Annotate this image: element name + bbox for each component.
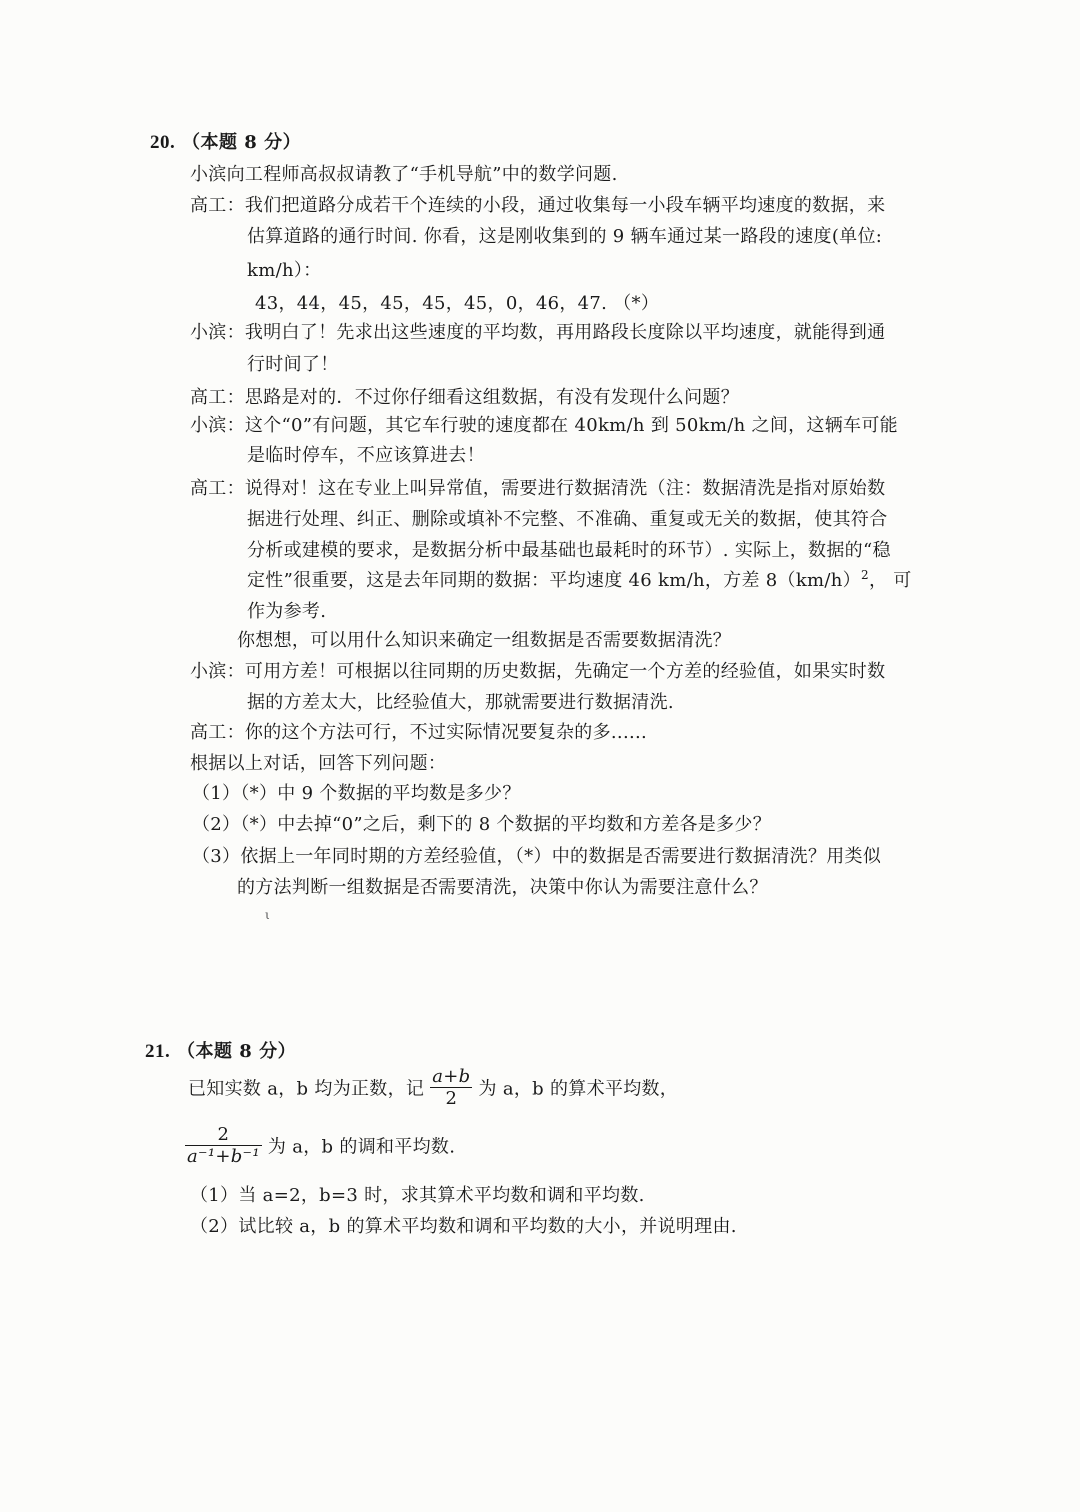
q20-line: 是临时停车，不应该算进去！	[247, 445, 485, 466]
q20-line: 高工：说得对！这在专业上叫异常值，需要进行数据清洗（注：数据清洗是指对原始数	[190, 478, 886, 499]
q21-intro-before: 已知实数 a，b 均为正数，记	[188, 1078, 425, 1100]
harmonic-mean-fraction	[185, 1124, 262, 1167]
q20-line: 分析或建模的要求，是数据分析中最基础也最耗时的环节）. 实际上，数据的“稳	[247, 540, 891, 561]
q20-line: 小滨：这个“0”有问题，其它车行驶的速度都在 40km/h 到 50km/h 之间，这辆车可能	[190, 415, 898, 436]
speed-data: 43，44，45，45，45，45，0，46，47. （*）	[255, 293, 660, 314]
q20-line: 据进行处理、纠正、删除或填补不完整、不准确、重复或无关的数据，使其符合	[247, 509, 888, 530]
q20-subquestion-1: （1）（*）中 9 个数据的平均数是多少？	[192, 783, 521, 804]
q21-subquestion-2: （2）试比较 a，b 的算术平均数和调和平均数的大小，并说明理由.	[190, 1216, 737, 1237]
q20-line: 估算道路的通行时间. 你看，这是刚收集到的 9 辆车通过某一路段的速度(单位:	[247, 226, 883, 247]
fraction-denominator: 2	[430, 1087, 472, 1109]
q21-line2	[185, 1124, 455, 1167]
q20-line: 行时间了！	[247, 354, 339, 375]
q21-score: （本题 8 分）	[177, 1041, 297, 1062]
q20-line: km/h）：	[247, 260, 322, 281]
q21-header	[145, 1037, 296, 1063]
q20-line: 小滨：可用方差！可根据以往同期的历史数据，先确定一个方差的经验值，如果实时数	[190, 661, 886, 682]
superscript: 2	[861, 568, 869, 582]
q20-header	[150, 128, 301, 154]
q20-line: 高工：思路是对的．不过你仔细看这组数据，有没有发现什么问题？	[190, 387, 739, 408]
q20-line: 高工：我们把道路分成若干个连续的小段，通过收集每一小段车辆平均速度的数据，来	[190, 195, 886, 216]
q20-line-text: 定性”很重要，这是去年同期的数据：平均速度 46 km/h，方差 8（km/h）	[247, 570, 861, 591]
q20-line: 的方法判断一组数据是否需要清洗，决策中你认为需要注意什么？	[237, 877, 768, 898]
q20-line-tail: ， 可	[868, 570, 912, 591]
q20-line: 小滨：我明白了！先求出这些速度的平均数，再用路段长度除以平均速度，就能得到通	[190, 322, 886, 343]
q20-line: 你想想，可以用什么知识来确定一组数据是否需要数据清洗？	[237, 630, 732, 651]
q21-number: 21.	[145, 1041, 171, 1062]
q20-subquestion-3: （3）依据上一年同时期的方差经验值，（*）中的数据是否需要进行数据清洗？用类似	[192, 846, 882, 867]
fraction-denominator: a⁻¹+b⁻¹	[187, 1146, 260, 1167]
arithmetic-mean-fraction	[430, 1066, 472, 1109]
fraction-numerator: 2	[217, 1124, 230, 1145]
q20-score: （本题 8 分）	[182, 132, 302, 153]
q21-intro	[188, 1066, 678, 1109]
q20-line	[247, 566, 912, 592]
fraction-numerator: a+b	[432, 1066, 471, 1087]
q20-line: 作为参考.	[247, 601, 327, 622]
q20-subquestion-2: （2）（*）中去掉“0”之后，剩下的 8 个数据的平均数和方差各是多少？	[192, 814, 772, 835]
q20-line: 据的方差太大，比经验值大，那就需要进行数据清洗.	[247, 692, 674, 713]
q20-line: 根据以上对话，回答下列问题：	[190, 753, 447, 774]
stray-mark: ι	[265, 908, 270, 922]
q21-subquestion-1: （1）当 a=2，b=3 时，求其算术平均数和调和平均数.	[190, 1185, 645, 1206]
q21-line2-after: 为 a，b 的调和平均数.	[267, 1136, 456, 1158]
q21-intro-after: 为 a，b 的算术平均数，	[478, 1078, 679, 1100]
q20-number: 20.	[150, 132, 176, 153]
q20-line: 高工：你的这个方法可行，不过实际情况要复杂的多......	[190, 722, 648, 743]
q20-line: 小滨向工程师高叔叔请教了“手机导航”中的数学问题.	[190, 164, 618, 185]
